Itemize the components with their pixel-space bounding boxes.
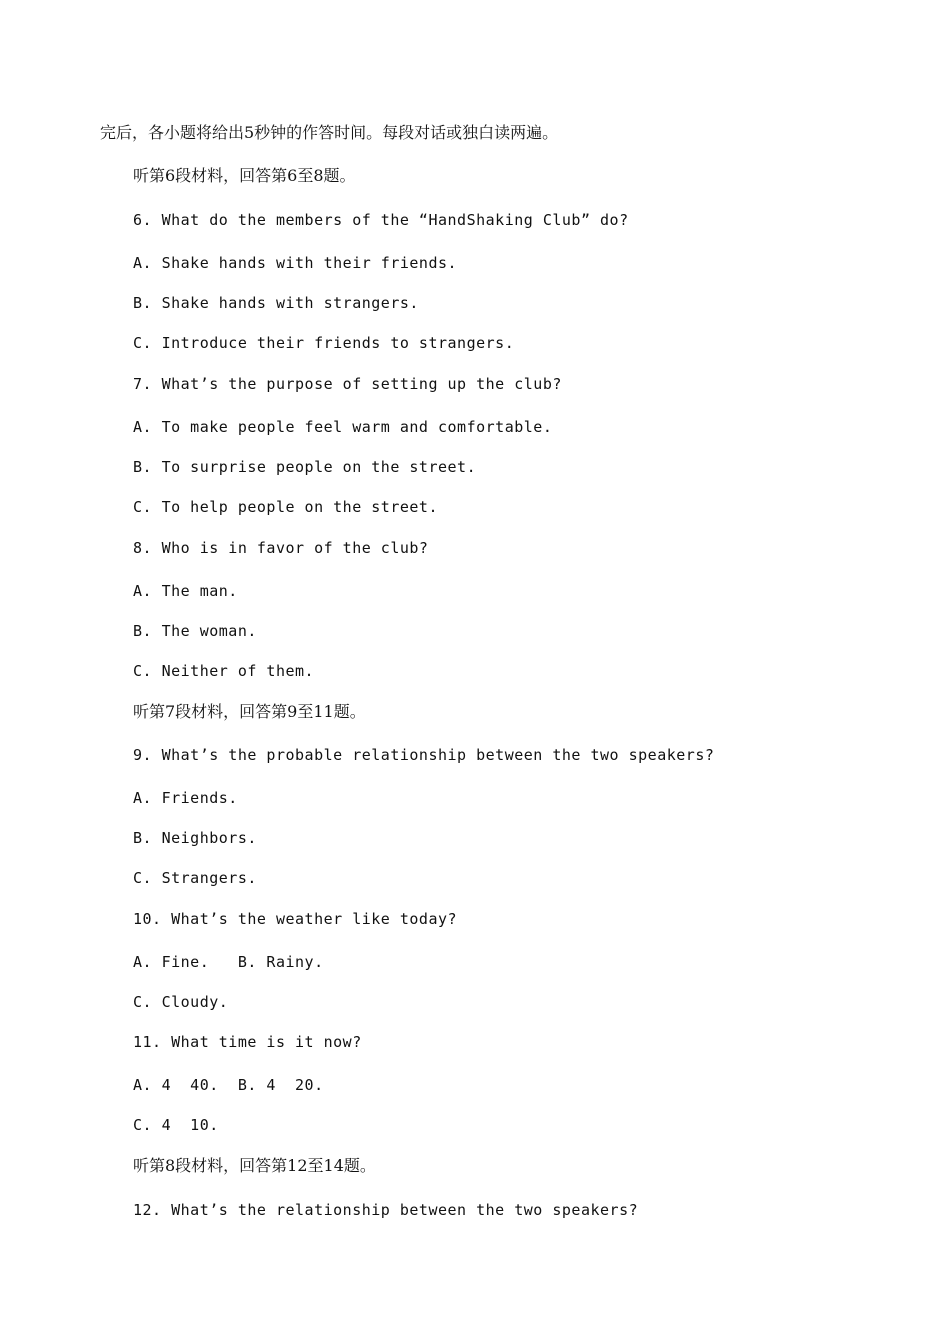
option-11ab: A. 4 40. B. 4 20. — [133, 1076, 324, 1094]
option-10ab: A. Fine. B. Rainy. — [133, 953, 324, 971]
option-8c: C. Neither of them. — [133, 662, 315, 680]
option-6c: C. Introduce their friends to strangers. — [133, 334, 515, 352]
option-7c: C. To help people on the street. — [133, 498, 438, 516]
section-heading: 听第7段材料，回答第9至11题。 — [133, 702, 366, 721]
section-heading: 听第8段材料，回答第12至14题。 — [133, 1156, 376, 1175]
question-12: 12. What’s the relationship between the two speakers? — [133, 1201, 639, 1219]
question-9: 9. What’s the probable relationship between the two speakers? — [133, 746, 715, 764]
option-6a: A. Shake hands with their friends. — [133, 254, 458, 272]
option-8a: A. The man. — [133, 582, 238, 600]
option-11c: C. 4 10. — [133, 1116, 219, 1134]
option-9a: A. Friends. — [133, 789, 238, 807]
option-7b: B. To surprise people on the street. — [133, 458, 477, 476]
option-10c: C. Cloudy. — [133, 993, 229, 1011]
option-6b: B. Shake hands with strangers. — [133, 294, 419, 312]
section-heading: 听第6段材料，回答第6至8题。 — [133, 166, 356, 185]
question-7: 7. What’s the purpose of setting up the club? — [133, 375, 562, 393]
option-9b: B. Neighbors. — [133, 829, 257, 847]
option-9c: C. Strangers. — [133, 869, 257, 887]
option-8b: B. The woman. — [133, 622, 257, 640]
question-11: 11. What time is it now? — [133, 1033, 362, 1051]
option-7a: A. To make people feel warm and comfortable. — [133, 418, 553, 436]
question-8: 8. Who is in favor of the club? — [133, 539, 429, 557]
question-10: 10. What’s the weather like today? — [133, 910, 458, 928]
instructions-text: 完后，各小题将给出5秒钟的作答时间。每段对话或独白读两遍。 — [100, 123, 559, 142]
question-6: 6. What do the members of the “HandShaking Club” do? — [133, 211, 629, 229]
